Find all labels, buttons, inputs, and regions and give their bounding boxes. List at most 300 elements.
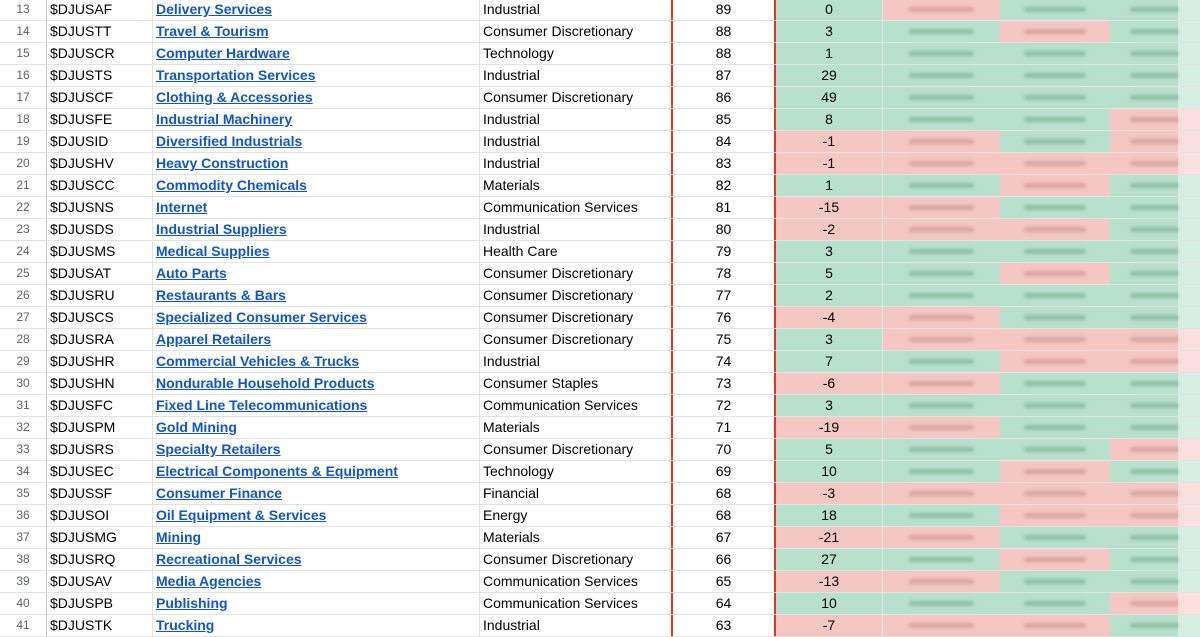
blurred-history-cell[interactable] [1110,549,1200,570]
ticker-cell[interactable]: $DJUSDS [47,219,153,240]
industry-link[interactable]: Nondurable Household Products [156,375,375,391]
row-number[interactable]: 37 [0,527,47,548]
ticker-cell[interactable]: $DJUSAV [47,571,153,592]
score-cell[interactable]: 67 [671,527,776,548]
blurred-history-cell[interactable] [1110,329,1200,350]
blurred-history-cell[interactable] [883,0,1000,20]
score-cell[interactable]: 75 [671,329,776,350]
row-number[interactable]: 16 [0,65,47,86]
industry-name-cell[interactable] [153,351,480,372]
sector-cell[interactable]: Consumer Discretionary [483,23,634,39]
sector-cell[interactable]: Industrial [483,1,540,17]
ticker-cell[interactable]: $DJUSAT [47,263,153,284]
score-cell[interactable]: 81 [671,197,776,218]
industry-link[interactable]: Oil Equipment & Services [156,507,327,523]
blurred-history-cell[interactable] [1000,351,1110,372]
sector-cell[interactable]: Consumer Discretionary [483,441,634,457]
blurred-history-cell[interactable] [1110,87,1200,108]
change-cell[interactable]: -15 [776,197,883,218]
change-cell[interactable]: 29 [776,65,883,86]
industry-name-cell[interactable] [153,0,480,20]
industry-name-cell[interactable] [153,527,480,548]
ticker-cell[interactable]: $DJUSSF [47,483,153,504]
industry-link[interactable]: Electrical Components & Equipment [156,463,398,479]
score-cell[interactable]: 71 [671,417,776,438]
sector-cell[interactable]: Communication Services [483,199,638,215]
blurred-history-cell[interactable] [883,329,1000,350]
row-number[interactable]: 20 [0,153,47,174]
industry-link[interactable]: Delivery Services [156,1,272,17]
score-cell[interactable]: 76 [671,307,776,328]
blurred-history-cell[interactable] [1110,219,1200,240]
blurred-history-cell[interactable] [1000,263,1110,284]
industry-name-cell[interactable] [153,439,480,460]
blurred-history-cell[interactable] [1110,109,1200,130]
blurred-history-cell[interactable] [883,593,1000,614]
blurred-history-cell[interactable] [1000,395,1110,416]
sector-cell[interactable]: Consumer Discretionary [483,309,634,325]
industry-link[interactable]: Diversified Industrials [156,133,303,149]
blurred-value [1024,29,1086,34]
sector-cell[interactable]: Materials [483,177,540,193]
blurred-history-cell[interactable] [883,615,1000,636]
row-number[interactable]: 27 [0,307,47,328]
change-cell[interactable]: 5 [776,439,883,460]
blurred-history-cell[interactable] [883,417,1000,438]
blurred-history-cell[interactable] [883,153,1000,174]
ticker-cell[interactable]: $DJUSCS [47,307,153,328]
industry-link[interactable]: Fixed Line Telecommunications [156,397,368,413]
blurred-value [1024,293,1086,298]
blurred-history-cell[interactable] [1110,65,1200,86]
industry-name-cell[interactable] [153,483,480,504]
ticker-cell[interactable]: $DJUSMG [47,527,153,548]
industry-link[interactable]: Publishing [156,595,228,611]
row-number[interactable]: 26 [0,285,47,306]
blurred-value [1130,425,1180,430]
change-cell[interactable]: 0 [776,0,883,20]
industry-name-cell[interactable] [153,461,480,482]
industry-name-cell[interactable] [153,65,480,86]
blurred-history-cell[interactable] [1000,549,1110,570]
industry-link[interactable]: Industrial Suppliers [156,221,287,237]
industry-name-cell[interactable] [153,307,480,328]
sector-cell[interactable]: Consumer Discretionary [483,89,634,105]
blurred-history-cell[interactable] [883,461,1000,482]
row-number[interactable]: 24 [0,241,47,262]
industry-name-cell[interactable] [153,21,480,42]
industry-name-cell[interactable] [153,175,480,196]
score-cell[interactable]: 87 [671,65,776,86]
sector-cell[interactable]: Consumer Discretionary [483,265,634,281]
ticker-cell[interactable]: $DJUSRA [47,329,153,350]
industry-name-cell[interactable] [153,417,480,438]
industry-link[interactable]: Auto Parts [156,265,227,281]
blurred-history-cell[interactable] [1110,43,1200,64]
score-cell[interactable]: 82 [671,175,776,196]
industry-name-cell[interactable] [153,549,480,570]
blurred-history-cell[interactable] [883,131,1000,152]
industry-link[interactable]: Commercial Vehicles & Trucks [156,353,360,369]
sector-cell[interactable]: Technology [483,45,554,61]
blurred-value [1130,117,1180,122]
blurred-history-cell[interactable] [1110,175,1200,196]
sector-cell[interactable]: Consumer Discretionary [483,331,634,347]
change-cell[interactable]: 3 [776,21,883,42]
industry-name-cell[interactable] [153,615,480,636]
change-cell[interactable]: 10 [776,593,883,614]
change-cell[interactable]: 27 [776,549,883,570]
ticker-cell[interactable]: $DJUSRQ [47,549,153,570]
blurred-history-cell[interactable] [1110,395,1200,416]
score-cell[interactable]: 80 [671,219,776,240]
blurred-history-cell[interactable] [883,571,1000,592]
blurred-history-cell[interactable] [883,87,1000,108]
blurred-history-cell[interactable] [1110,373,1200,394]
row-number[interactable]: 29 [0,351,47,372]
change-cell[interactable]: 7 [776,351,883,372]
industry-name-cell[interactable] [153,87,480,108]
change-cell[interactable]: 18 [776,505,883,526]
ticker-cell[interactable]: $DJUSPM [47,417,153,438]
industry-link[interactable]: Transportation Services [156,67,316,83]
industry-link[interactable]: Industrial Machinery [156,111,293,127]
sector-cell[interactable]: Technology [483,463,554,479]
industry-link[interactable]: Consumer Finance [156,485,283,501]
score-cell[interactable]: 70 [671,439,776,460]
score-cell[interactable]: 83 [671,153,776,174]
score-cell[interactable]: 86 [671,87,776,108]
blurred-history-cell[interactable] [1000,483,1110,504]
ticker-cell[interactable]: $DJUSNS [47,197,153,218]
change-cell[interactable]: -1 [776,153,883,174]
blurred-history-cell[interactable] [883,549,1000,570]
ticker-cell[interactable]: $DJUSAF [47,0,153,20]
blurred-history-cell[interactable] [883,483,1000,504]
change-cell[interactable]: -4 [776,307,883,328]
row-number[interactable]: 13 [0,0,47,20]
score-cell[interactable]: 68 [671,483,776,504]
blurred-history-cell[interactable] [1000,439,1110,460]
ticker-cell[interactable]: $DJUSTS [47,65,153,86]
blurred-history-cell[interactable] [1110,0,1200,20]
row-number[interactable]: 21 [0,175,47,196]
blurred-history-cell[interactable] [1110,439,1200,460]
score-cell[interactable]: 85 [671,109,776,130]
industry-name-cell[interactable] [153,241,480,262]
row-number[interactable]: 34 [0,461,47,482]
blurred-history-cell[interactable] [883,373,1000,394]
blurred-history-cell[interactable] [1110,593,1200,614]
row-number[interactable]: 39 [0,571,47,592]
sector-cell[interactable]: Energy [483,507,528,523]
ticker-cell[interactable]: $DJUSHV [47,153,153,174]
change-cell[interactable]: 1 [776,175,883,196]
ticker-cell[interactable]: $DJUSCF [47,87,153,108]
ticker-cell[interactable]: $DJUSHN [47,373,153,394]
blurred-value [1024,447,1086,452]
industry-link[interactable]: Medical Supplies [156,243,270,259]
ticker-cell[interactable]: $DJUSRU [47,285,153,306]
ticker-cell[interactable]: $DJUSCC [47,175,153,196]
sector-cell[interactable]: Industrial [483,617,540,633]
score-cell[interactable]: 89 [671,0,776,20]
blurred-history-cell[interactable] [1110,527,1200,548]
industry-link[interactable]: Trucking [156,617,215,633]
row-number[interactable]: 15 [0,43,47,64]
industry-link[interactable]: Specialty Retailers [156,441,281,457]
sector-cell[interactable]: Industrial [483,133,540,149]
blurred-history-cell[interactable] [883,439,1000,460]
row-number[interactable]: 30 [0,373,47,394]
ticker-cell[interactable]: $DJUSPB [47,593,153,614]
sector-cell[interactable]: Industrial [483,111,540,127]
score-cell[interactable]: 63 [671,615,776,636]
score-cell[interactable]: 72 [671,395,776,416]
row-number[interactable]: 19 [0,131,47,152]
industry-name-cell[interactable] [153,395,480,416]
sector-cell[interactable]: Industrial [483,221,540,237]
blurred-history-cell[interactable] [1110,417,1200,438]
row-number[interactable]: 17 [0,87,47,108]
row-number[interactable]: 40 [0,593,47,614]
sector-cell[interactable]: Consumer Staples [483,375,599,391]
ticker-cell[interactable]: $DJUSEC [47,461,153,482]
blurred-history-cell[interactable] [1000,505,1110,526]
industry-name-cell[interactable] [153,131,480,152]
sector-cell[interactable]: Consumer Discretionary [483,551,634,567]
industry-link[interactable]: Apparel Retailers [156,331,272,347]
blurred-history-cell[interactable] [1110,131,1200,152]
blurred-history-cell[interactable] [1000,131,1110,152]
blurred-history-cell[interactable] [1110,307,1200,328]
score-cell[interactable]: 73 [671,373,776,394]
row-number[interactable]: 36 [0,505,47,526]
change-cell[interactable]: -3 [776,483,883,504]
blurred-history-cell[interactable] [883,175,1000,196]
industry-link[interactable]: Restaurants & Bars [156,287,286,303]
table-row [0,549,1200,571]
sector-cell[interactable]: Industrial [483,353,540,369]
industry-name-cell[interactable] [153,593,480,614]
blurred-history-cell[interactable] [883,505,1000,526]
blurred-history-cell[interactable] [1000,43,1110,64]
blurred-history-cell[interactable] [1110,263,1200,284]
industry-link[interactable]: Mining [156,529,202,545]
industry-link[interactable]: Travel & Tourism [156,23,269,39]
blurred-history-cell[interactable] [883,197,1000,218]
industry-name-cell[interactable] [153,197,480,218]
blurred-history-cell[interactable] [883,527,1000,548]
score-cell[interactable]: 68 [671,505,776,526]
blurred-history-cell[interactable] [1000,571,1110,592]
row-number[interactable]: 14 [0,21,47,42]
change-cell[interactable]: 8 [776,109,883,130]
blurred-history-cell[interactable] [1000,175,1110,196]
blurred-history-cell[interactable] [883,307,1000,328]
change-cell[interactable]: 2 [776,285,883,306]
industry-name-cell[interactable] [153,219,480,240]
blurred-history-cell[interactable] [1110,571,1200,592]
change-cell[interactable]: -6 [776,373,883,394]
industry-name-cell[interactable] [153,153,480,174]
blurred-value [1130,139,1180,144]
blurred-history-cell[interactable] [883,65,1000,86]
blurred-value [1130,73,1180,78]
row-number[interactable]: 28 [0,329,47,350]
blurred-history-cell[interactable] [1110,21,1200,42]
industry-name-cell[interactable] [153,285,480,306]
score-cell[interactable]: 88 [671,21,776,42]
score-cell[interactable]: 69 [671,461,776,482]
score-cell[interactable]: 65 [671,571,776,592]
sector-cell[interactable]: Industrial [483,155,540,171]
change-cell[interactable]: 49 [776,87,883,108]
blurred-history-cell[interactable] [883,109,1000,130]
sector-cell[interactable]: Consumer Discretionary [483,287,634,303]
blurred-history-cell[interactable] [1110,615,1200,636]
blurred-history-cell[interactable] [1110,461,1200,482]
row-number[interactable]: 41 [0,615,47,636]
row-number[interactable]: 18 [0,109,47,130]
change-cell[interactable]: 1 [776,43,883,64]
blurred-history-cell[interactable] [1110,483,1200,504]
sector-cell[interactable]: Financial [483,485,540,501]
blurred-history-cell[interactable] [883,219,1000,240]
row-number[interactable]: 23 [0,219,47,240]
sector-cell[interactable]: Communication Services [483,573,638,589]
ticker-cell[interactable]: $DJUSRS [47,439,153,460]
blurred-history-cell[interactable] [1000,109,1110,130]
blurred-history-cell[interactable] [1110,505,1200,526]
change-cell[interactable]: -19 [776,417,883,438]
score-cell[interactable]: 74 [671,351,776,372]
ticker-cell[interactable]: $DJUSMS [47,241,153,262]
blurred-history-cell[interactable] [883,285,1000,306]
score-cell[interactable]: 79 [671,241,776,262]
sector-cell[interactable]: Communication Services [483,397,638,413]
blurred-history-cell[interactable] [1000,219,1110,240]
blurred-history-cell[interactable] [1000,21,1110,42]
blurred-history-cell[interactable] [883,241,1000,262]
industry-name-cell[interactable] [153,43,480,64]
row-number[interactable]: 35 [0,483,47,504]
sector-cell[interactable]: Health Care [483,243,558,259]
ticker-cell[interactable]: $DJUSTK [47,615,153,636]
row-number[interactable]: 33 [0,439,47,460]
blurred-history-cell[interactable] [1000,65,1110,86]
ticker-cell[interactable]: $DJUSFC [47,395,153,416]
score-cell[interactable]: 88 [671,43,776,64]
blurred-history-cell[interactable] [1000,0,1110,20]
blurred-history-cell[interactable] [883,21,1000,42]
row-number[interactable]: 31 [0,395,47,416]
blurred-history-cell[interactable] [1110,351,1200,372]
change-cell[interactable]: 3 [776,241,883,262]
industry-link[interactable]: Commodity Chemicals [156,177,307,193]
blurred-history-cell[interactable] [1000,461,1110,482]
change-cell[interactable]: -1 [776,131,883,152]
score-cell[interactable]: 78 [671,263,776,284]
blurred-history-cell[interactable] [883,351,1000,372]
change-cell[interactable]: -2 [776,219,883,240]
change-cell[interactable]: -13 [776,571,883,592]
blurred-history-cell[interactable] [1000,153,1110,174]
blurred-history-cell[interactable] [1000,307,1110,328]
score-cell[interactable]: 66 [671,549,776,570]
industry-name-cell[interactable] [153,329,480,350]
score-cell[interactable]: 64 [671,593,776,614]
industry-link[interactable]: Heavy Construction [156,155,289,171]
blurred-history-cell[interactable] [883,43,1000,64]
blurred-history-cell[interactable] [1110,285,1200,306]
blurred-history-cell[interactable] [883,263,1000,284]
industry-link[interactable]: Clothing & Accessories [156,89,313,105]
industry-link[interactable]: Internet [156,199,208,215]
blurred-history-cell[interactable] [1000,197,1110,218]
blurred-history-cell[interactable] [1110,197,1200,218]
change-cell[interactable]: 3 [776,395,883,416]
blurred-history-cell[interactable] [1000,373,1110,394]
industry-link[interactable]: Media Agencies [156,573,262,589]
sector-cell[interactable]: Industrial [483,67,540,83]
change-cell[interactable]: -7 [776,615,883,636]
blurred-history-cell[interactable] [883,395,1000,416]
industry-name-cell[interactable] [153,263,480,284]
ticker-cell[interactable]: $DJUSCR [47,43,153,64]
blurred-history-cell[interactable] [1000,87,1110,108]
industry-link[interactable]: Specialized Consumer Services [156,309,367,325]
industry-name-cell[interactable] [153,373,480,394]
change-cell[interactable]: -21 [776,527,883,548]
row-number[interactable]: 38 [0,549,47,570]
industry-name-cell[interactable] [153,109,480,130]
sector-cell[interactable]: Materials [483,419,540,435]
ticker-cell[interactable]: $DJUSFE [47,109,153,130]
ticker-cell[interactable]: $DJUSHR [47,351,153,372]
ticker-cell[interactable]: $DJUSTT [47,21,153,42]
sector-cell[interactable]: Communication Services [483,595,638,611]
blurred-value [909,513,975,518]
industry-name-cell[interactable] [153,571,480,592]
blurred-history-cell[interactable] [1000,241,1110,262]
blurred-history-cell[interactable] [1000,285,1110,306]
industry-link[interactable]: Computer Hardware [156,45,290,61]
change-cell[interactable]: 10 [776,461,883,482]
blurred-history-cell[interactable] [1000,593,1110,614]
row-number[interactable]: 32 [0,417,47,438]
change-cell[interactable]: 5 [776,263,883,284]
score-cell[interactable]: 84 [671,131,776,152]
row-number[interactable]: 22 [0,197,47,218]
row-number[interactable]: 25 [0,263,47,284]
ticker-cell[interactable]: $DJUSID [47,131,153,152]
blurred-history-cell[interactable] [1110,153,1200,174]
ticker-cell[interactable]: $DJUSOI [47,505,153,526]
blurred-history-cell[interactable] [1110,241,1200,262]
industry-link[interactable]: Recreational Services [156,551,302,567]
blurred-history-cell[interactable] [1000,527,1110,548]
blurred-history-cell[interactable] [1000,329,1110,350]
industry-link[interactable]: Gold Mining [156,419,237,435]
industry-name-cell[interactable] [153,505,480,526]
sector-cell[interactable]: Materials [483,529,540,545]
change-cell[interactable]: 3 [776,329,883,350]
blurred-history-cell[interactable] [1000,417,1110,438]
blurred-value [1024,469,1086,474]
blurred-history-cell[interactable] [1000,615,1110,636]
score-cell[interactable]: 77 [671,285,776,306]
